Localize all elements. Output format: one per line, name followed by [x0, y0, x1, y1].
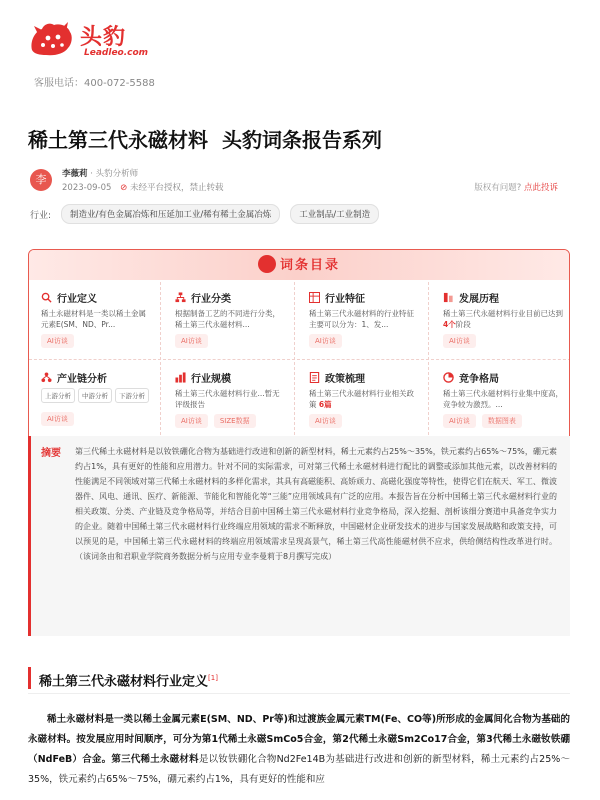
definition-bold-term: 第三代稀土永磁材料: [111, 754, 199, 765]
grid-icon: [309, 292, 320, 303]
chain-step-upstream[interactable]: 上游分析: [41, 388, 75, 403]
toc-item-policy[interactable]: [297, 362, 429, 440]
ai-interview-pill[interactable]: AI访谈: [309, 334, 342, 348]
service-phone: 客服电话：400-072-5588: [34, 78, 155, 89]
bar-chart-icon: [175, 372, 186, 383]
industry-row: [30, 205, 389, 223]
tree-icon: [175, 292, 186, 303]
abstract-text: 第三代稀土永磁材料是以钕铁硼化合物为基础进行改进和创新的新型材料，稀土元素约占25%～35%，铁元素约占65%～75%，硼元素约占1%，具有更好的性能和应用潜力。针对不同的实际需求，可对第三代稀土永磁材料进行配比的调整或添加其他元素，以改善材料的性能满足不同领域对第三代稀土永磁材料的多样化需求，其具有高磁能积、高矫顽力、高磁化强度等特性，使得它们在航天、军工、微波器件、风电、通讯、医疗、新能源、节能化和智能化等“三能”应用领域具有广泛的应用。本报告旨在分析中国稀土第三代永磁材料行业的相关政策、分类、产业链及竞争格局等，并结合目前中国稀土第三代永磁材料行业竞争格局，深入挖掘、剖析该细分赛道中具备竞争实力的企业。随着中国稀土第三代永磁材料行业终端应用领域的需求不断释放，中国磁材企业研发技术的进步与国家发展战略和政策支持，可以预见的是，中国稀土第三代永磁材料的终端应用领域需求呈现高景气，稀土第三代高性能磁材供不应求，供给侧结构性改革进行时。（该词条由和君职业学院商务数据分析与应用专业李曼莉于8月撰写完成）: [75, 447, 557, 561]
toc-title-text: 词条目录: [279, 258, 341, 273]
toc-grid: [29, 282, 569, 442]
abstract-label: 摘要: [41, 448, 61, 459]
page-title: [28, 124, 382, 153]
toc-item-title: 行业规模: [191, 373, 231, 385]
chain-steps: [41, 388, 152, 403]
repost-restriction: 未经平台授权，禁止转载: [129, 183, 224, 193]
policy-desc-text: 稀土第三代永磁材料行业相关政策: [309, 389, 414, 409]
size-data-pill[interactable]: SIZE数据: [214, 414, 256, 428]
toc-item-desc: [309, 388, 420, 410]
toc-item-title: 行业定义: [57, 293, 97, 305]
toc-item-title: 发展历程: [459, 293, 499, 305]
toc-item-desc: 稀土第三代永磁材料行业集中度高，竞争较为激烈。...: [443, 389, 563, 409]
industry-tag[interactable]: 制造业/有色金属冶炼和压延加工业/稀有稀土金属冶炼: [61, 204, 280, 224]
chain-step-midstream[interactable]: 中游分析: [78, 388, 112, 403]
ai-interview-pill[interactable]: AI访谈: [175, 334, 208, 348]
policy-count: 6篇: [318, 400, 332, 409]
ai-interview-pill[interactable]: AI访谈: [309, 414, 342, 428]
toc-item-industry-chain[interactable]: [29, 362, 161, 440]
toc-item-title: 产业链分析: [57, 373, 107, 385]
complaint-link[interactable]: 点此投诉: [523, 183, 558, 193]
toc-item-desc: 稀土永磁材料是一类以稀土金属元素E(SM、ND、Pr...: [41, 309, 146, 329]
toc-item-classification[interactable]: [163, 282, 295, 360]
history-icon: [443, 292, 454, 303]
leopard-badge-icon: [258, 255, 276, 273]
publish-date: 2023-09-05: [62, 183, 112, 193]
toc-header: [29, 250, 569, 280]
brand-domain: Leadleo.com: [84, 48, 149, 58]
toc-item-desc: [443, 308, 563, 330]
brand-name: 头豹: [80, 25, 127, 50]
document-icon: [309, 372, 320, 383]
history-stage-count: 4个: [443, 320, 456, 329]
ai-interview-pill[interactable]: AI访谈: [443, 334, 476, 348]
toc-item-title: 行业特征: [325, 293, 365, 305]
toc-title: [258, 254, 340, 273]
author-name[interactable]: 李薇莉: [62, 169, 88, 179]
search-icon: [41, 292, 52, 303]
toc-item-desc: 根据制备工艺的不同进行分类，稀土第三代永磁材料...: [175, 309, 280, 329]
ai-interview-pill[interactable]: AI访谈: [41, 412, 74, 426]
toc-item-features[interactable]: [297, 282, 429, 360]
toc-item-desc: 稀土第三代永磁材料的行业特征主要可以分为：1、发...: [309, 309, 414, 329]
chain-step-downstream[interactable]: 下游分析: [115, 388, 149, 403]
abstract-box: [28, 436, 570, 636]
leopard-logo-icon: [28, 20, 74, 60]
definition-plain-text: 是以钕铁硼化合物Nd2Fe14B为基础进行改进和创新的新型材料，稀土元素约占25%～35%，铁元素约占65%～75%，硼元素约占1%，具有更好的性能和应: [28, 754, 570, 785]
author-role: · 头豹分析师: [90, 169, 139, 179]
copyright-complaint: [474, 181, 558, 193]
publish-meta: [62, 181, 223, 193]
toc-item-title: 政策梳理: [325, 373, 365, 385]
ai-interview-pill[interactable]: AI访谈: [175, 414, 208, 428]
report-title: 稀土第三代永磁材料: [28, 128, 208, 152]
history-desc-text: 稀土第三代永磁材料行业目前已达到: [443, 309, 563, 318]
section-divider: [28, 693, 570, 694]
brand-logo[interactable]: [28, 16, 198, 68]
section-title-text: 稀土第三代永磁材料行业定义: [39, 674, 209, 690]
toc-item-market-size[interactable]: [163, 362, 295, 440]
toc-item-history[interactable]: [431, 282, 570, 360]
industry-tag[interactable]: 工业制品/工业制造: [290, 204, 379, 224]
pie-chart-icon: [443, 372, 454, 383]
chain-icon: [41, 372, 52, 383]
definition-paragraph: [28, 710, 570, 790]
reference-marker[interactable]: [1]: [208, 674, 218, 682]
report-series: 头豹词条报告系列: [222, 128, 382, 152]
complaint-prompt: 版权有问题?: [474, 183, 522, 193]
section-heading: [28, 667, 218, 689]
author-line: [62, 167, 138, 179]
data-chart-pill[interactable]: 数据图表: [482, 414, 522, 428]
no-repost-icon: ⊘: [120, 183, 128, 193]
avatar: 李: [30, 169, 52, 191]
toc-item-title: 行业分类: [191, 293, 231, 305]
toc-item-definition[interactable]: [29, 282, 161, 360]
ai-interview-pill[interactable]: AI访谈: [41, 334, 74, 348]
toc-item-title: 竞争格局: [459, 373, 499, 385]
table-of-contents: [28, 249, 570, 442]
history-desc-suffix: 阶段: [455, 320, 471, 329]
toc-item-desc: 稀土第三代永磁材料行业...暂无评级报告: [175, 389, 280, 409]
ai-interview-pill[interactable]: AI访谈: [443, 414, 476, 428]
toc-item-competition[interactable]: [431, 362, 570, 440]
definition-bold-text: 稀土永磁材料是一类以稀土金属元素E(SM、ND、Pr等)和过渡族金属元素TM(Fe、CO等)所形成的金属间化合物为基础的永磁材料。按发展应用时间顺序，可分为第1代稀土永磁SmCo5合金，第2代稀土永磁Sm2Co17合金，第3代稀土永磁钕铁硼（NdFeB）合金。: [28, 714, 570, 765]
industry-label: 行业:: [30, 210, 52, 221]
